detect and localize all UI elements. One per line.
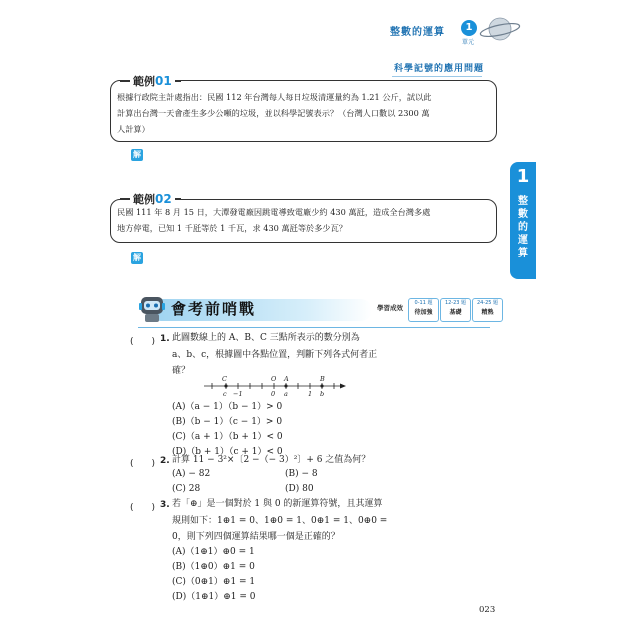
text-line: 根據行政院主計處指出：民國 112 年台灣每人每日垃圾清運量約為 1.21 公斤，試以此: [117, 92, 432, 102]
heading-dash: [175, 198, 181, 200]
chapter-title: 整數的運算: [390, 27, 445, 38]
side-tab-number: 1: [516, 166, 530, 187]
level-range: 12-23 題: [444, 300, 467, 306]
text-line: 人計算）: [117, 124, 150, 134]
option[interactable]: (B)（1⊕0）⊕1 = 0: [172, 562, 255, 572]
heading-dash: [120, 80, 130, 82]
unit-number-badge: 1: [461, 20, 477, 36]
question-3-text: [172, 496, 492, 546]
level-name: 待加強: [414, 309, 433, 316]
option[interactable]: (C)（0⊕1）⊕1 = 1: [172, 577, 256, 587]
side-char: 的: [518, 222, 528, 233]
side-char: 算: [518, 248, 528, 259]
section-title: 科學記號的應用問題: [394, 64, 485, 74]
level-range: 0-11 題: [414, 300, 433, 306]
text-line: a、b、c，根據圖中各點位置，判斷下列各式何者正: [172, 349, 378, 360]
example-01-text: [117, 89, 492, 137]
option[interactable]: (C) 28: [172, 484, 201, 494]
side-char: 運: [518, 235, 528, 246]
text-line: 計算出台灣一天會產生多少公噸的垃圾，並以科學記號表示？（台灣人口數以 2300 萬: [117, 108, 430, 118]
question-2-text: [172, 452, 492, 469]
question-number: 3.: [160, 500, 170, 510]
option[interactable]: (D)（1⊕1）⊕1 = 0: [172, 592, 256, 602]
point-label-o: O: [271, 375, 277, 383]
example-01-heading: [120, 73, 181, 89]
example-label: [130, 73, 175, 89]
point-label-b: B: [320, 375, 325, 383]
point-label-a: A: [284, 375, 289, 383]
option[interactable]: (D) 80: [285, 484, 314, 494]
level-label: 學習成效: [377, 304, 403, 312]
example-number: 02: [155, 192, 172, 206]
level-range: 24-25 題: [476, 300, 499, 306]
planet-icon: [478, 14, 522, 44]
value-label: 0: [271, 390, 276, 398]
value-label: 1: [308, 390, 313, 398]
level-name: 精熟: [481, 309, 494, 316]
example-word: 範例: [133, 193, 155, 206]
question-1-options: [172, 400, 372, 460]
question-1-text: [172, 330, 492, 380]
question-number: 1.: [160, 334, 170, 344]
page-number: 023: [479, 605, 496, 615]
text-line: 確？: [172, 366, 191, 376]
example-word: 範例: [133, 75, 155, 88]
value-label: c: [223, 390, 227, 398]
side-char: 數: [518, 209, 528, 220]
option[interactable]: (A)（1⊕1）⊕0 = 1: [172, 547, 255, 557]
example-number: 01: [155, 74, 172, 88]
side-tab-text: [510, 195, 536, 260]
text-line: 地方停電，已知 1 千瓩等於 1 千瓦，求 430 萬瓩等於多少瓦？: [117, 223, 347, 233]
answer-label: 解: [133, 150, 141, 159]
answer-blank[interactable]: ( ): [130, 337, 156, 347]
question-number: 2.: [160, 456, 170, 466]
text-line: 規則如下：1⊕1 = 0、1⊕0 = 1、0⊕1 = 1、0⊕0 =: [172, 515, 388, 526]
option[interactable]: (D)（b + 1）（c + 1）< 0: [172, 447, 283, 457]
text-line: 若「⊕」是一個對於 1 與 0 的新運算符號，且其運算: [172, 499, 383, 509]
point-label-c: C: [222, 375, 227, 383]
level-badge: [408, 298, 439, 322]
unit-label: 單元: [462, 39, 475, 46]
practice-title: 會考前哨戰: [171, 300, 257, 318]
option[interactable]: (B)（b − 1）（c − 1）> 0: [172, 417, 283, 427]
heading-dash: [175, 80, 181, 82]
section-underline: [392, 76, 482, 77]
level-name: 基礎: [449, 309, 462, 316]
level-badge: [472, 298, 503, 322]
text-line: 此圖數線上的 A、B、C 三點所表示的數分別為: [172, 333, 360, 343]
robot-icon: [136, 293, 168, 325]
text-line: 0，則下列四個運算結果哪一個是正確的？: [172, 532, 340, 542]
heading-dash: [120, 198, 130, 200]
question-3-options: [172, 545, 372, 605]
value-label: b: [320, 390, 325, 398]
option[interactable]: (A)（a − 1）（b − 1）> 0: [172, 402, 283, 412]
value-label: −1: [233, 390, 243, 398]
example-02-text: [117, 204, 492, 236]
side-char: 整: [518, 196, 528, 207]
option[interactable]: (B) − 8: [285, 469, 318, 479]
answer-blank[interactable]: ( ): [130, 503, 156, 513]
text-line: 民國 111 年 8 月 15 日，大潭發電廠因跳電導致電廠少約 430 萬瓩，造成全台灣多處: [117, 207, 431, 217]
banner-rule: [138, 327, 490, 328]
value-label: a: [284, 390, 288, 398]
option[interactable]: (C)（a + 1）（b + 1）< 0: [172, 432, 283, 442]
level-badge: [440, 298, 471, 322]
answer-label: 解: [133, 253, 141, 262]
option[interactable]: (A) − 82: [172, 469, 211, 479]
answer-blank[interactable]: ( ): [130, 459, 156, 469]
text-line: 計算 11 − 3²×〔2 −（− 3）²〕+ 6 之值為何？: [172, 455, 371, 465]
